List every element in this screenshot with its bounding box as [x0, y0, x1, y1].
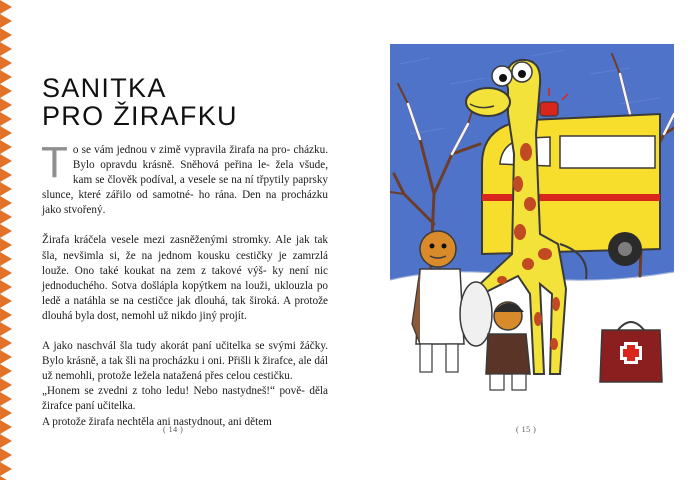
ambulance-stripe: [482, 194, 660, 201]
text-line: na louži, uklouzla po ledě a natáhla se na cestičce jak: [42, 279, 329, 307]
zigzag-tooth: [0, 14, 12, 28]
title-line-1: SANITKA: [42, 73, 167, 103]
zigzag-tooth: [0, 364, 12, 378]
text-line: dlouhá, tak široká. A protože dlouhá byla dost, nemohl: [42, 294, 329, 322]
zigzag-tooth: [0, 406, 12, 420]
zigzag-tooth: [0, 462, 12, 476]
zigzag-tooth: [0, 0, 12, 14]
zigzag-tooth: [0, 252, 12, 266]
zigzag-tooth: [0, 350, 12, 364]
zigzag-tooth: [0, 448, 12, 462]
zigzag-tooth: [0, 336, 12, 350]
text-line: Žirafa kráčela vesele mezi zasněženými stromky. Ale: [42, 234, 292, 247]
zigzag-tooth: [0, 308, 12, 322]
paragraph-1: [41, 138, 329, 218]
giraffe-ambulance-illustration: [390, 44, 674, 410]
text-line: děla žirafce paní učitelka.: [42, 385, 329, 413]
text-line: žáčky. Bylo krásně, a tak šli na procházku i oni. Přišli: [42, 340, 328, 368]
text-line: A protože žirafa nechtěla ani nastydnout, ani dětem: [42, 415, 272, 428]
zigzag-tooth: [0, 476, 12, 480]
drop-cap: T: [41, 138, 68, 187]
text-line: ho rána. Den na procházku jako stvořený.: [42, 189, 328, 217]
text-line: cházku. Bylo opravdu krásně. Sněhová peřina le-: [72, 144, 328, 172]
zigzag-tooth: [0, 98, 12, 112]
zigzag-tooth: [0, 182, 12, 196]
text-line: A jako naschvál šla tudy akorát paní učitelka se svými: [42, 340, 296, 353]
paragraph-3: [42, 339, 328, 430]
zigzag-tooth: [0, 280, 12, 294]
zigzag-tooth: [0, 266, 12, 280]
text-line: „Honem se zvedni z toho ledu! Nebo nastydneš!“ pově-: [42, 385, 305, 398]
page-number-right: ( 15 ): [516, 425, 537, 434]
zigzag-tooth: [0, 196, 12, 210]
zigzag-tooth: [0, 84, 12, 98]
text-line: na ní třpytily paprsky slunce, které zářilo od samotné-: [42, 174, 329, 202]
text-line: přes celou cestičku.: [204, 370, 293, 383]
zigzag-tooth: [0, 140, 12, 154]
story-body: [41, 138, 329, 430]
zigzag-tooth: [0, 322, 12, 336]
zigzag-tooth: [0, 70, 12, 84]
zigzag-tooth: [0, 28, 12, 42]
zigzag-tooth: [0, 42, 12, 56]
text-line: k žirafce, ale dál už nemohli, protože ležela natažená: [42, 355, 328, 383]
zigzag-tooth: [0, 56, 12, 70]
zigzag-tooth: [0, 238, 12, 252]
zigzag-tooth: [0, 420, 12, 434]
zigzag-tooth: [0, 224, 12, 238]
page-number-left: ( 14 ): [163, 425, 184, 434]
text-line: žela všude, kam se člověk podíval, a vesele se: [72, 159, 328, 187]
zigzag-tooth: [0, 294, 12, 308]
paragraph-2: [42, 233, 328, 324]
text-line: už nikdo jiný projít.: [157, 309, 247, 322]
text-line: jak tak šla, nevšimla si, že na jednom kousku cestičky: [42, 234, 329, 262]
text-line: ky není nic jednoduchého. Sotva došlápla kopýtkem: [42, 264, 328, 292]
medical-bag-icon: [600, 322, 662, 382]
title-line-2: PRO ŽIRAFKU: [42, 101, 238, 131]
left-page: [28, 0, 328, 480]
zigzag-tooth: [0, 168, 12, 182]
story-title: [42, 74, 238, 130]
text-line: o se vám jednou v zimě vypravila žirafa na pro-: [72, 144, 291, 156]
zigzag-tooth: [0, 434, 12, 448]
zigzag-tooth: [0, 392, 12, 406]
text-line: je zamrzlá louže. Ono také koukat na zem z takové výš-: [42, 249, 329, 277]
zigzag-tooth: [0, 112, 12, 126]
zigzag-tooth: [0, 154, 12, 168]
zigzag-tooth: [0, 378, 12, 392]
zigzag-tooth: [0, 126, 12, 140]
zigzag-tooth: [0, 210, 12, 224]
zigzag-border: [0, 0, 16, 480]
